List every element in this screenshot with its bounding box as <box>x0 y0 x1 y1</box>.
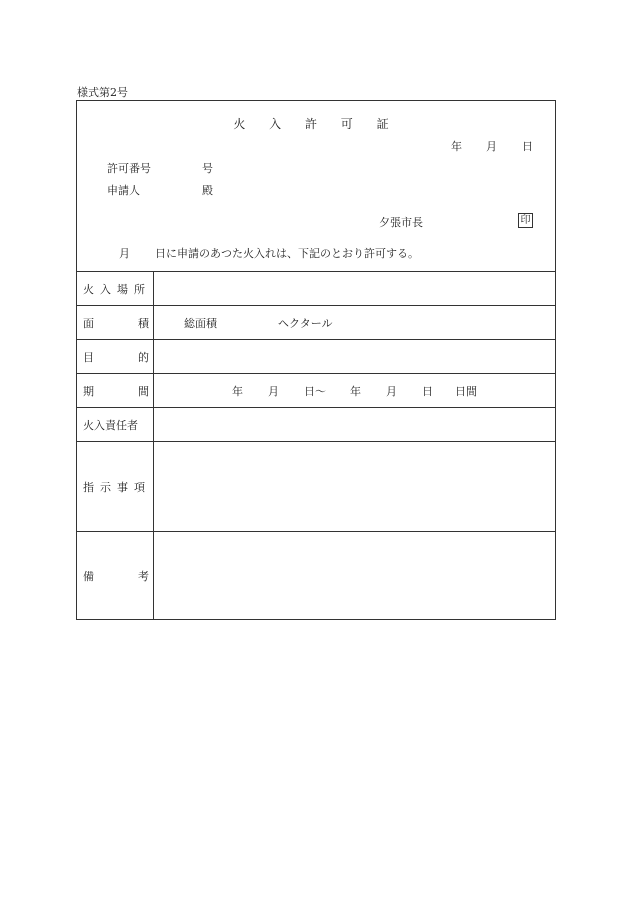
date-month: 月 <box>486 140 497 153</box>
row-location-value <box>154 272 555 305</box>
row-responsible-label: 火入責任者 <box>77 408 154 441</box>
row-area-label: 面 積 <box>77 306 154 339</box>
area-total-label: 総面積 <box>184 316 217 330</box>
row-remarks <box>77 531 555 619</box>
row-instructions <box>77 441 555 531</box>
row-area-value <box>154 306 555 339</box>
form-number: 様式第2号 <box>77 86 128 99</box>
date-year: 年 <box>451 140 462 153</box>
issuer: 夕張市長 <box>379 216 423 229</box>
row-location-label: 火 入 場 所 <box>77 272 154 305</box>
row-period-label: 期 間 <box>77 374 154 407</box>
date-day: 日 <box>522 140 533 153</box>
permit-form <box>76 100 556 620</box>
permit-number-label: 許可番号 <box>107 162 151 175</box>
row-instructions-label: 指 示 事 項 <box>77 442 154 531</box>
area-unit: ヘクタール <box>278 316 333 330</box>
applicant-suffix: 殿 <box>202 184 213 197</box>
row-purpose-value <box>154 340 555 373</box>
row-responsible <box>77 407 555 441</box>
seal-mark: 印 <box>518 213 533 228</box>
permit-number-suffix: 号 <box>202 162 213 175</box>
row-purpose-label: 目 的 <box>77 340 154 373</box>
row-remarks-label: 備 考 <box>77 532 154 619</box>
row-remarks-value <box>154 532 555 619</box>
applicant-label: 申請人 <box>107 184 140 197</box>
row-purpose <box>77 339 555 373</box>
row-location <box>77 271 555 305</box>
row-area <box>77 305 555 339</box>
row-instructions-value <box>154 442 555 531</box>
row-period <box>77 373 555 407</box>
statement-text: 日に申請のあつた火入れは、下記のとおり許可する。 <box>155 247 419 260</box>
statement-month: 月 <box>119 247 130 260</box>
form-title: 火 入 許 可 証 <box>233 117 399 131</box>
row-responsible-value <box>154 408 555 441</box>
row-period-value: 年 月 日〜 年 月 日 日間 <box>232 384 477 398</box>
